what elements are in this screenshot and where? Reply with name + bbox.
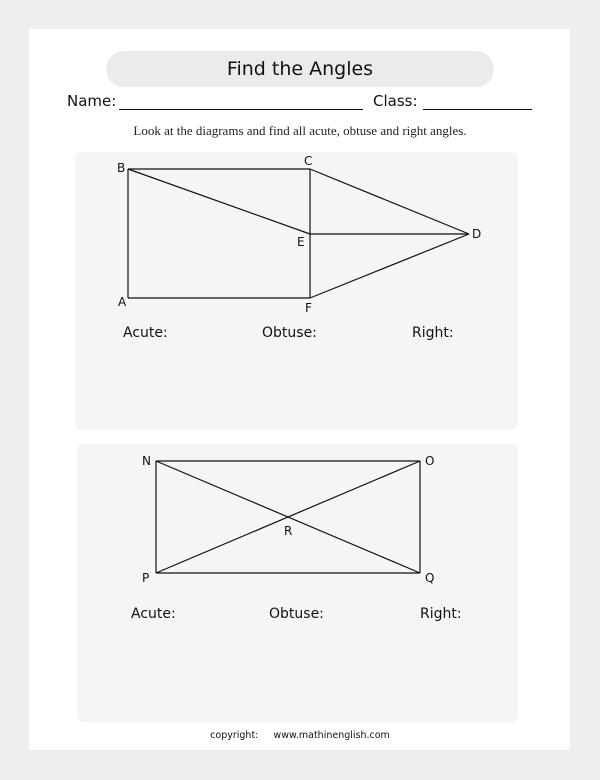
diagram-2-lines [156,461,420,573]
point-label-p: P [142,571,150,585]
line-fd [310,234,469,298]
title-text: Find the Angles [226,58,374,80]
diagram2-obtuse-label: Obtuse: [269,606,324,622]
point-label-o: O [425,454,435,468]
point-label-f: F [305,301,312,315]
point-label-e: E [297,235,305,249]
point-label-r: R [284,524,293,538]
point-label-c: C [304,154,313,168]
point-label-d: D [472,227,482,241]
footer [0,730,600,741]
diagram2-right-label: Right: [420,606,462,622]
diagram1-acute-label: Acute: [123,325,168,341]
instructions: Look at the diagrams and find all acute, obtuse and right angles. [133,123,467,138]
class-label: Class: [373,92,418,110]
point-label-a: A [118,295,127,309]
copyright-label: copyright: [210,730,259,741]
point-label-q: Q [425,571,435,585]
point-label-n: N [142,454,151,468]
diagram2-acute-label: Acute: [131,606,176,622]
copyright-site: www.mathinenglish.com [273,730,390,741]
point-label-b: B [117,161,126,175]
diagram1-right-label: Right: [412,325,454,341]
diagram-1-lines [128,169,469,298]
diagram1-obtuse-label: Obtuse: [262,325,317,341]
line-be [128,169,310,234]
line-cd [310,169,469,234]
name-label: Name: [67,92,117,110]
